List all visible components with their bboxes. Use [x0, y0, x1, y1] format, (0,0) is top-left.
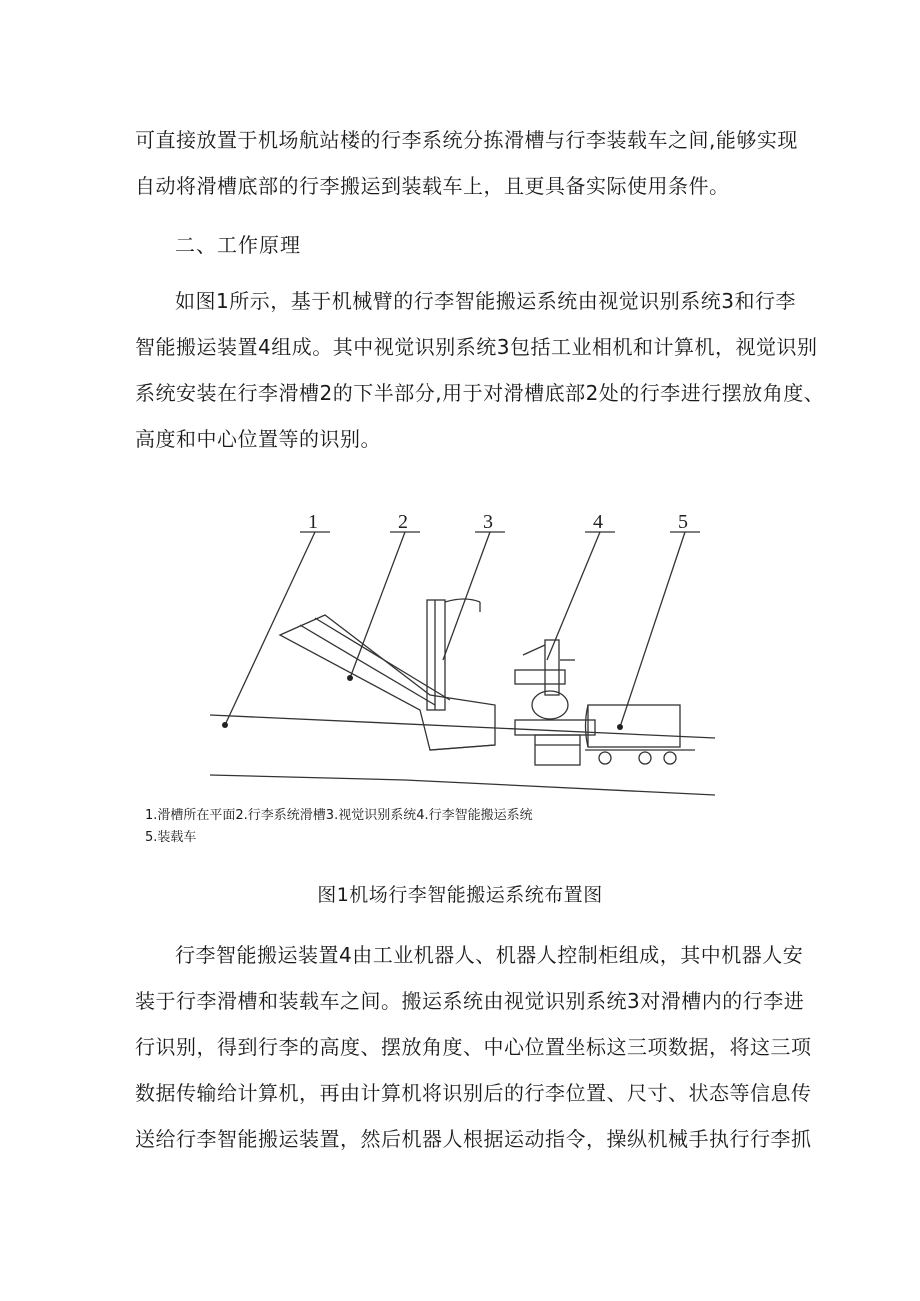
ground-edge-line [210, 775, 405, 780]
camera-arm [445, 599, 480, 602]
cart-wheel [599, 752, 611, 764]
text-line: 装于行李滑槽和装载车之间。搬运系统由视觉识别系统3对滑槽内的行李进 [135, 989, 805, 1013]
figure-legend [145, 805, 533, 849]
paragraph-device [135, 932, 812, 1162]
text-line: 可直接放置于机场航站楼的行李系统分拣滑槽与行李装载车之间,能够实现 [135, 128, 798, 152]
paragraph-principle [135, 278, 825, 462]
figure-label-3: 3 [483, 511, 493, 533]
chute-base-line [430, 745, 495, 750]
figure-title: 图1机场行李智能搬运系统布置图 [317, 884, 603, 906]
legend-line: 1.滑槽所在平面2.行李系统滑槽3.视觉识别系统4.行李智能搬运系统 [145, 808, 533, 823]
marker-dot [617, 724, 623, 730]
text-line: 高度和中心位置等的识别。 [135, 427, 381, 451]
chute-inner-line [300, 625, 435, 705]
legend-line: 5.装载车 [145, 830, 197, 845]
robot-forearm [523, 645, 545, 655]
ground-plane-line [210, 715, 715, 738]
layout-diagram [205, 500, 725, 805]
figure-label-2: 2 [398, 511, 408, 533]
text-line: 如图1所示，基于机械臂的行李智能搬运系统由视觉识别系统3和行李 [175, 289, 796, 313]
leader-line-4 [547, 532, 600, 660]
figure-label-5: 5 [678, 511, 688, 533]
text-line: 行李智能搬运装置4由工业机器人、机器人控制柜组成，其中机器人安 [175, 943, 804, 967]
chute-shape [280, 615, 495, 750]
figure-label-1: 1 [308, 511, 318, 533]
leader-line-3 [443, 532, 490, 660]
camera-stand [427, 600, 445, 710]
text-line: 自动将滑槽底部的行李搬运到装载车上，且更具备实际使用条件。 [135, 174, 730, 198]
text-line: 送给行李智能搬运装置，然后机器人根据运动指令，操纵机械手执行行李抓 [135, 1127, 812, 1151]
robot-base [515, 720, 595, 735]
leader-line-5 [620, 532, 685, 727]
robot-gripper [515, 670, 565, 684]
text-line: 智能搬运装置4组成。其中视觉识别系统3包括工业相机和计算机，视觉识别 [135, 335, 818, 359]
leader-line-1 [225, 532, 315, 725]
ground-edge-line [405, 780, 715, 795]
text-line: 数据传输给计算机，再由计算机将识别后的行李位置、尺寸、状态等信息传 [135, 1081, 812, 1105]
cart-wheel [639, 752, 651, 764]
text-line: 行识别，得到行李的高度、摆放角度、中心位置坐标这三项数据，将这三项 [135, 1035, 812, 1059]
section-heading: 二、工作原理 [175, 233, 301, 257]
paragraph-intro [135, 117, 798, 209]
chute-inner-line [315, 618, 450, 700]
system-layout-figure [205, 500, 725, 805]
figure-label-4: 4 [593, 511, 603, 533]
cart-wheel [664, 752, 676, 764]
text-line: 系统安装在行李滑槽2的下半部分,用于对滑槽底部2处的行李进行摆放角度、 [135, 381, 825, 405]
loading-cart-body [588, 705, 680, 747]
marker-dot [347, 675, 353, 681]
robot-cabinet [535, 735, 580, 765]
marker-dot [222, 722, 228, 728]
